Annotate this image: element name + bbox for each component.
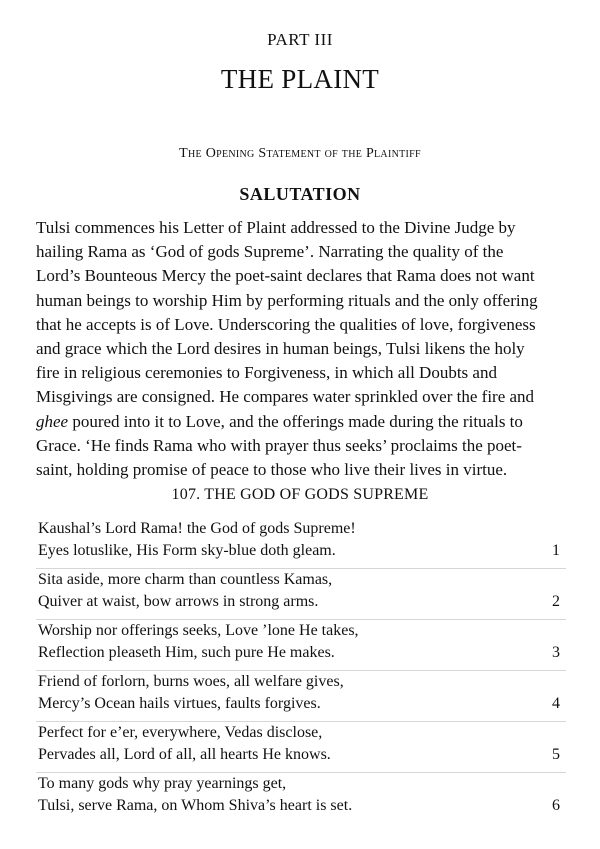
paragraph-line: Misgivings are consigned. He compares water sprinkled over the fire and <box>36 387 535 407</box>
stanza <box>0 671 600 722</box>
paragraph-line: human beings to worship Him by performing rituals and the only offering <box>36 290 538 310</box>
page-title: THE PLAINT <box>220 64 380 94</box>
italic-term: ghee <box>36 411 69 431</box>
paragraph-line: fire in religious ceremonies to Forgiveness, in which all Doubts and <box>36 363 497 383</box>
paragraph-line: Grace. ‘He finds Rama who with prayer thus seeks’ proclaims the poet- <box>36 435 522 455</box>
verse-line: Eyes lotuslike, His Form sky-blue doth gleam. <box>38 542 336 559</box>
verse-line: To many gods why pray yearnings get, <box>38 775 287 792</box>
verse-line: Mercy’s Ocean hails virtues, faults forgives. <box>38 695 321 712</box>
part-label: PART III <box>267 30 333 49</box>
section-heading: SALUTATION <box>239 184 361 204</box>
stanza-number: 1 <box>552 542 560 559</box>
intro-paragraph <box>36 216 566 482</box>
stanza-number: 4 <box>552 695 560 712</box>
poem-title: 107. THE GOD OF GODS SUPREME <box>171 486 429 503</box>
verse-line: Kaushal’s Lord Rama! the God of gods Supreme! <box>38 520 356 537</box>
paragraph-line: Tulsi commences his Letter of Plaint addressed to the Divine Judge by <box>36 218 516 237</box>
stanza <box>0 722 600 773</box>
verse-line: Friend of forlorn, burns woes, all welfare gives, <box>38 673 344 690</box>
paragraph-line: hailing Rama as ‘God of gods Supreme’. Narrating the quality of the <box>36 242 504 262</box>
verse-line: Tulsi, serve Rama, on Whom Shiva’s heart is set. <box>38 797 353 814</box>
verse-line: Worship nor offerings seeks, Love ’lone He takes, <box>38 622 359 639</box>
paragraph-line: saint, holding promise of peace to those who live their lives in virtue. <box>36 460 508 480</box>
verse-line: Reflection pleaseth Him, such pure He makes. <box>38 644 335 661</box>
stanza <box>0 518 600 569</box>
stanza <box>0 773 600 824</box>
paragraph-line-text: poured into it to Love, and the offerings made during the rituals to <box>72 411 523 431</box>
paragraph-line: Lord’s Bounteous Mercy the poet-saint declares that Rama does not want <box>36 266 535 286</box>
stanza <box>0 569 600 620</box>
poem-stanzas <box>0 518 600 824</box>
stanza-number: 5 <box>552 746 560 763</box>
verse-line: Quiver at waist, bow arrows in strong arms. <box>38 593 319 610</box>
stanza <box>0 620 600 671</box>
stanza-number: 3 <box>552 644 560 661</box>
chapter-subtitle: The Opening Statement of the Plaintiff <box>179 146 421 161</box>
paragraph-line: that he accepts is of Love. Underscoring the qualities of love, forgiveness <box>36 314 536 334</box>
stanza-number: 2 <box>552 593 560 610</box>
paragraph-line: and grace which the Lord desires in human beings, Tulsi likens the holy <box>36 339 525 359</box>
verse-line: Pervades all, Lord of all, all hearts He knows. <box>38 746 331 763</box>
paragraph-line-ghee <box>36 410 566 434</box>
verse-line: Sita aside, more charm than countless Kamas, <box>38 571 333 588</box>
verse-line: Perfect for e’er, everywhere, Vedas disclose, <box>38 724 323 741</box>
stanza-number: 6 <box>552 797 560 814</box>
